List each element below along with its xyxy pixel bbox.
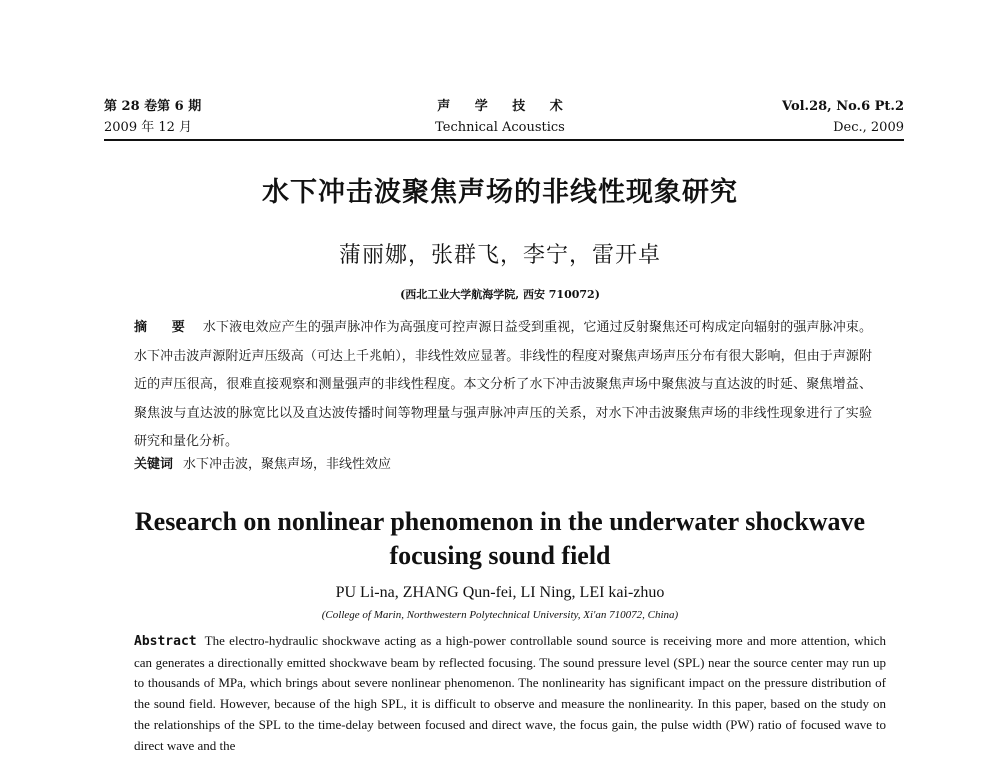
journal-name bbox=[410, 96, 590, 138]
volume-issue-cn: 第 28 卷第 6 期 bbox=[104, 99, 202, 114]
paper-title-cn: 水下冲击波聚焦声场的非线性现象研究 bbox=[262, 177, 738, 208]
abstract-en-text: The electro-hydraulic shockwave acting as a high-power controllable sound source is receiving more and more attention, which can generates a directionally emitted shockwave beam by reflected focusing. The sound pressure level (SPL) near the source center may run up to thousands of MPa, which brings about severe nonlinear phenomenon. The nonlinearity has significant impact on the pressure distribution of the sound field. However, because of the high SPL, it is difficult to observe and measure the nonlinearity. In this paper, based on the study on the relationships of the SPL to the time-delay between focused and direct wave, the focus gain, the pulse width (PW) ratio of focused wave to direct wave and the bbox=[134, 633, 886, 753]
header-divider bbox=[104, 139, 904, 141]
authors-cn: 蒲丽娜，张群飞，李宁，雷开卓 bbox=[338, 243, 661, 268]
volume-issue-en: Vol.28, No.6 Pt.2 bbox=[782, 99, 904, 114]
abstract-cn bbox=[134, 314, 872, 457]
abstract-en-label: Abstract bbox=[134, 634, 197, 649]
journal-name-en: Technical Acoustics bbox=[435, 120, 565, 135]
date-en: Dec., 2009 bbox=[833, 120, 904, 135]
keywords-cn-text: 水下冲击波，聚焦声场，非线性效应 bbox=[183, 457, 392, 472]
journal-volume-info bbox=[782, 96, 904, 138]
keywords-cn bbox=[134, 454, 872, 476]
affiliation-en: (College of Marin, Northwestern Polytechnical University, Xi'an 710072, China) bbox=[321, 609, 679, 621]
journal-name-cn: 声 学 技 术 bbox=[437, 99, 573, 114]
abstract-cn-label: 摘 要 bbox=[134, 320, 195, 335]
journal-issue-info bbox=[104, 96, 201, 138]
keywords-cn-label: 关键词 bbox=[134, 457, 174, 472]
paper-title-en: Research on nonlinear phenomenon in the underwater shockwave focusing sound field bbox=[134, 507, 866, 570]
abstract-cn-text: 水下液电效应产生的强声脉冲作为高强度可控声源日益受到重视，它通过反射聚焦还可构成定向辐射的强声脉冲束。水下冲击波声源附近声压级高（可达上千兆帕），非线性效应显著。非线性的程度对聚焦声场声压分布有很大影响，但由于声源附近的声压很高，很难直接观察和测量强声的非线性程度。本文分析了水下冲击波聚焦声场中聚焦波与直达波的时延、聚焦增益、聚焦波与直达波的脉宽比以及直达波传播时间等物理量与强声脉冲声压的关系，对水下冲击波聚焦声场的非线性现象进行了实验研究和量化分析。 bbox=[134, 320, 872, 450]
authors-en: PU Li-na, ZHANG Qun-fei, LI Ning, LEI kai-zhuo bbox=[335, 584, 665, 601]
affiliation-cn: (西北工业大学航海学院, 西安 710072) bbox=[400, 288, 600, 301]
date-cn: 2009 年 12 月 bbox=[104, 120, 193, 135]
abstract-en bbox=[134, 631, 886, 756]
